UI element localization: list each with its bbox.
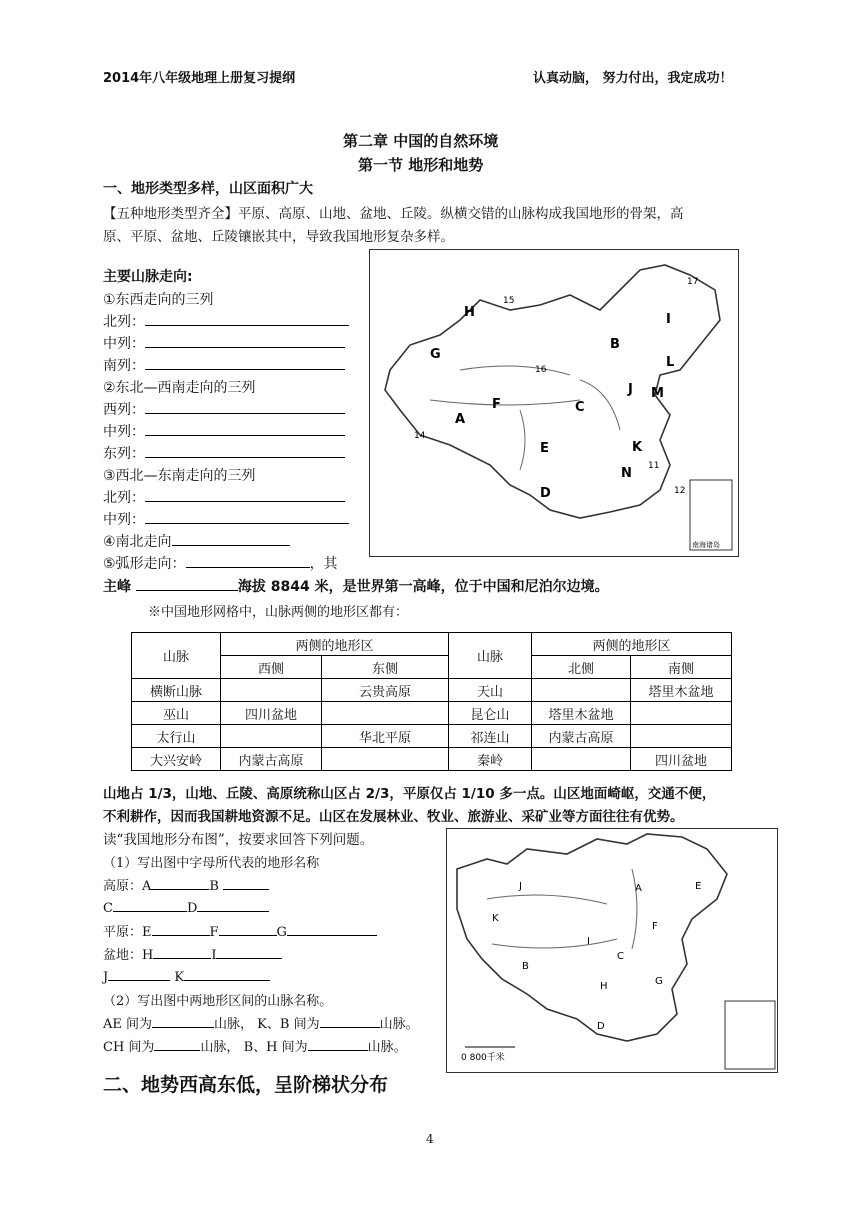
q2-mtn-end-1: 山脉。 — [379, 1017, 419, 1032]
nesw-middle-blank[interactable] — [145, 421, 345, 436]
map1-label-f: F — [492, 397, 501, 412]
china-map-1-svg — [370, 250, 738, 556]
table-cell: 内蒙古高原 — [532, 725, 631, 748]
map1-label-h: H — [464, 305, 475, 320]
table-cell — [532, 748, 631, 771]
th-west: 西侧 — [221, 656, 322, 679]
ew-middle-label: 中列： — [103, 336, 145, 352]
chapter-title: 第二章 中国的自然环境 — [343, 132, 499, 150]
main-peak-text: 海拔 8844 米，是世界第一高峰，位于中国和尼泊尔边境。 — [237, 579, 609, 595]
q1-title: （1）写出图中字母所代表的地形名称 — [103, 856, 320, 871]
nesw-east-blank[interactable] — [145, 443, 345, 458]
table-row — [132, 679, 732, 702]
nwse-middle-blank[interactable] — [145, 509, 349, 524]
table-cell: 横断山脉 — [132, 679, 221, 702]
q1-e-blank[interactable] — [152, 922, 210, 936]
ew-south-row — [103, 355, 345, 375]
mountains-arc: ⑤弧形走向： — [103, 556, 186, 572]
china-map-2-svg — [447, 829, 777, 1072]
nwse-north-blank[interactable] — [145, 487, 345, 502]
map1-inset-label: 南海诸岛 — [692, 541, 720, 549]
q1-basin-h-label: 盆地：H — [103, 948, 154, 963]
q2-mtn-end-2: 山脉。 — [367, 1040, 407, 1055]
map2-label-d: D — [597, 1021, 605, 1032]
th-north: 北侧 — [532, 656, 631, 679]
map1-num-12: 12 — [674, 486, 686, 496]
q1-g-blank[interactable] — [287, 922, 377, 936]
arc-row — [103, 553, 338, 573]
q1-plain-e-label: 平原：E — [103, 925, 152, 940]
q1-i-blank[interactable] — [216, 945, 282, 959]
table-cell — [221, 679, 322, 702]
map1-label-b: B — [610, 337, 620, 352]
q1-c-blank[interactable] — [113, 898, 187, 912]
ew-middle-row — [103, 333, 345, 353]
th-mountain-right: 山脉 — [449, 633, 532, 679]
map1-label-k: K — [632, 440, 643, 455]
ew-south-blank[interactable] — [145, 355, 345, 370]
map1-num-11: 11 — [648, 461, 660, 471]
intro-line-1: 【五种地形类型齐全】平原、高原、山地、盆地、丘陵。纵横交错的山脉构成我国地形的骨架，高 — [103, 206, 684, 222]
nwse-middle-label: 中列： — [103, 512, 145, 528]
table-cell — [221, 725, 322, 748]
table-cell: 巫山 — [132, 702, 221, 725]
th-mountain-left: 山脉 — [132, 633, 221, 679]
nesw-west-row — [103, 399, 345, 419]
summary-line-2: 不利耕作，因而我国耕地资源不足。山区在发展林业、牧业、旅游业、采矿业等方面往往有优势。 — [103, 809, 684, 825]
nesw-east-label: 东列： — [103, 446, 145, 462]
q1-a-blank[interactable] — [151, 876, 209, 890]
q2-ae-blank[interactable] — [152, 1014, 214, 1028]
q2-kb-blank[interactable] — [320, 1014, 380, 1028]
table-cell: 塔里木盆地 — [532, 702, 631, 725]
q1-k-blank[interactable] — [184, 967, 270, 981]
map2-label-a: A — [635, 883, 642, 894]
map1-label-l: L — [666, 355, 675, 370]
map2-label-j: J — [519, 881, 522, 892]
q1-plain-row — [103, 921, 377, 940]
mountain-sides-table — [131, 632, 732, 771]
ew-north-blank[interactable] — [145, 311, 349, 326]
main-peak-label: 主峰 — [103, 579, 131, 595]
table-cell: 内蒙古高原 — [221, 748, 322, 771]
map2-label-b: B — [522, 961, 529, 972]
ns-blank[interactable] — [172, 531, 290, 546]
read-map-instruction: 读“我国地形分布图”，按要求回答下列问题。 — [103, 832, 374, 848]
q2-row-1 — [103, 1013, 419, 1032]
q1-d-label: D — [186, 901, 198, 916]
part2-heading: 二、地势西高东低，呈阶梯状分布 — [103, 1074, 389, 1096]
q1-basin-row — [103, 944, 282, 963]
table-cell — [631, 725, 732, 748]
q2-kb-label: K、B 间为 — [257, 1017, 320, 1032]
map2-label-k: K — [492, 913, 499, 924]
map2-label-e: E — [695, 881, 702, 892]
nesw-west-blank[interactable] — [145, 399, 345, 414]
th-south: 南侧 — [631, 656, 732, 679]
mountains-ne-sw: ②东北—西南走向的三列 — [103, 380, 256, 396]
map1-label-j: J — [628, 382, 633, 397]
header-right: 认真动脑， 努力付出，我定成功！ — [533, 71, 733, 86]
map2-scale: 0 800千米 — [461, 1053, 505, 1063]
nesw-middle-label: 中列： — [103, 424, 145, 440]
table-cell — [322, 748, 449, 771]
table-row — [132, 702, 732, 725]
part1-heading: 一、地形类型多样，山区面积广大 — [103, 181, 313, 197]
th-east: 东侧 — [322, 656, 449, 679]
ew-north-label: 北列： — [103, 314, 145, 330]
q2-ae-label: AE 间为 — [103, 1017, 153, 1032]
q2-title: （2）写出图中两地形区间的山脉名称。 — [103, 994, 333, 1009]
map2-label-c: C — [617, 951, 624, 962]
main-peak-row — [103, 576, 609, 596]
map1-label-e: E — [540, 441, 549, 456]
map1-num-16: 16 — [535, 365, 547, 375]
q1-jk-row — [103, 967, 270, 985]
nesw-middle-row — [103, 421, 345, 441]
table-cell: 云贵高原 — [322, 679, 449, 702]
map2-label-f: F — [652, 921, 658, 932]
table-cell: 秦岭 — [449, 748, 532, 771]
q1-plateau-a-label: 高原：A — [103, 879, 152, 894]
map1-label-c: C — [575, 400, 585, 415]
nwse-north-row — [103, 487, 345, 507]
intro-line-2: 原、平原、盆地、丘陵镶嵌其中，导致我国地形复杂多样。 — [103, 229, 454, 245]
mountains-ew: ①东西走向的三列 — [103, 292, 214, 308]
table-cell: 昆仑山 — [449, 702, 532, 725]
map1-label-d: D — [540, 486, 551, 501]
table-cell: 华北平原 — [322, 725, 449, 748]
arc-blank[interactable] — [186, 553, 310, 568]
table-cell: 塔里木盆地 — [631, 679, 732, 702]
q1-j-label: J — [103, 970, 109, 985]
q1-b-label: B — [209, 879, 219, 894]
q1-cd-row — [103, 898, 269, 916]
ew-north-row — [103, 311, 349, 331]
map2-label-g: G — [655, 976, 663, 987]
q1-j-blank[interactable] — [108, 967, 170, 981]
q2-mtn-2: 山脉， — [200, 1040, 240, 1055]
map1-label-g: G — [430, 347, 441, 362]
ew-middle-blank[interactable] — [145, 333, 345, 348]
q2-bh-blank[interactable] — [308, 1037, 368, 1051]
table-cell — [322, 702, 449, 725]
q1-c-label: C — [103, 901, 113, 916]
th-sides-right: 两侧的地形区 — [532, 633, 732, 656]
table-cell: 天山 — [449, 679, 532, 702]
china-mountains-map — [369, 249, 739, 557]
ew-south-label: 南列： — [103, 358, 145, 374]
header-left: 2014年八年级地理上册复习提纲 — [103, 71, 296, 86]
nwse-middle-row — [103, 509, 349, 529]
q2-ch-label: CH 间为 — [103, 1040, 155, 1055]
q1-k-label: K — [174, 970, 185, 985]
table-cell — [532, 679, 631, 702]
table-cell: 大兴安岭 — [132, 748, 221, 771]
th-sides-left: 两侧的地形区 — [221, 633, 449, 656]
nesw-east-row — [103, 443, 345, 463]
table-note: ※中国地形网格中，山脉两侧的地形区都有： — [148, 605, 409, 620]
table-cell: 四川盆地 — [631, 748, 732, 771]
nesw-west-label: 西列： — [103, 402, 145, 418]
china-terrain-map — [446, 828, 778, 1073]
q1-h-blank[interactable] — [153, 945, 211, 959]
q1-g-label: G — [276, 925, 287, 940]
arc-tail: ，其 — [309, 556, 338, 572]
map1-label-n: N — [621, 466, 632, 481]
map1-num-14: 14 — [414, 431, 426, 441]
map2-label-h: H — [600, 981, 608, 992]
table-cell: 祁连山 — [449, 725, 532, 748]
table-cell — [631, 702, 732, 725]
q1-f-label: F — [209, 925, 219, 940]
mountains-nw-se: ③西北—东南走向的三列 — [103, 468, 256, 484]
q2-row-2 — [103, 1036, 407, 1055]
q1-f-blank[interactable] — [219, 922, 277, 936]
q1-plateau-row — [103, 875, 269, 894]
q1-d-blank[interactable] — [197, 898, 269, 912]
q2-bh-label: B、H 间为 — [243, 1040, 308, 1055]
map1-num-17: 17 — [687, 277, 699, 287]
table-cell: 四川盆地 — [221, 702, 322, 725]
map1-num-15: 15 — [503, 296, 515, 306]
q1-b-blank[interactable] — [223, 876, 269, 890]
mountains-title: 主要山脉走向: — [103, 269, 193, 285]
summary-line-1: 山地占 1/3，山地、丘陵、高原统称山区占 2/3，平原仅占 1/10 多一点。山区地面崎岖，交通不便， — [103, 786, 716, 802]
q2-ch-blank[interactable] — [154, 1037, 200, 1051]
nwse-north-label: 北列： — [103, 490, 145, 506]
ns-row — [103, 531, 290, 551]
table-cell: 太行山 — [132, 725, 221, 748]
q1-i-label: I — [211, 948, 217, 963]
table-row — [132, 748, 732, 771]
main-peak-blank[interactable] — [136, 576, 238, 591]
map1-label-m: M — [651, 386, 664, 401]
mountains-ns: ④南北走向 — [103, 534, 172, 550]
map1-label-a: A — [455, 412, 466, 427]
map1-label-i: I — [666, 312, 671, 327]
section-title: 第一节 地形和地势 — [358, 156, 484, 174]
table-row — [132, 725, 732, 748]
page-number: 4 — [426, 1132, 434, 1146]
map2-label-i: I — [587, 936, 590, 947]
q2-mtn-1: 山脉， — [214, 1017, 254, 1032]
